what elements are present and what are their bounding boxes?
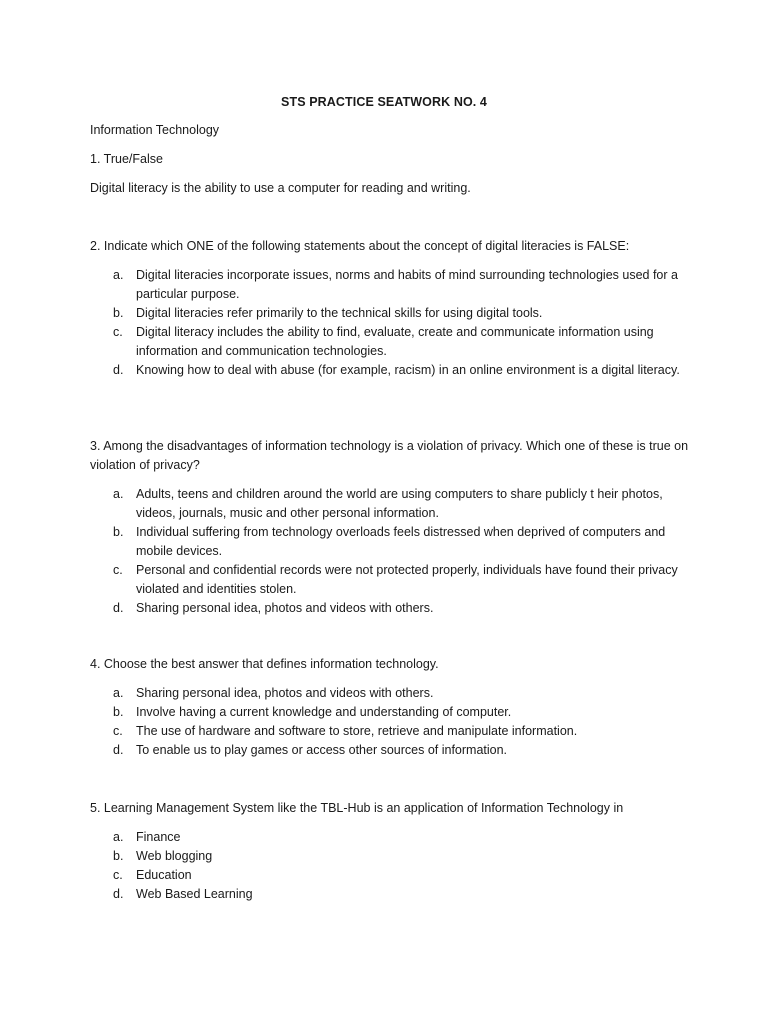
option-item <box>90 561 690 599</box>
option-item <box>90 485 690 523</box>
option-text: Digital literacies refer primarily to the technical skills for using digital tools. <box>136 306 543 320</box>
option-marker: d. <box>113 601 124 615</box>
option-text: Digital literacy includes the ability to find, evaluate, create and communicate information using information and communication technologies. <box>136 325 654 358</box>
question-2-prompt: 2. Indicate which ONE of the following statements about the concept of digital literacies is FALSE: <box>90 239 630 253</box>
document-title: STS PRACTICE SEATWORK NO. 4 <box>281 95 487 109</box>
option-item <box>90 599 690 618</box>
option-text: To enable us to play games or access other sources of information. <box>136 743 508 757</box>
question-4-prompt: 4. Choose the best answer that defines information technology. <box>90 657 439 671</box>
option-marker: a. <box>113 830 124 844</box>
question-3-prompt: 3. Among the disadvantages of information technology is a violation of privacy. Which one of these is true on violation of privacy? <box>90 439 689 472</box>
option-item <box>90 361 690 380</box>
option-marker: b. <box>113 306 124 320</box>
option-text: Adults, teens and children around the world are using computers to share publicly t heir photos, videos, journals, music and other personal information. <box>136 487 663 520</box>
question-5-options <box>90 828 690 904</box>
option-item <box>90 741 690 760</box>
option-marker: c. <box>113 724 123 738</box>
subject-heading: Information Technology <box>90 123 220 137</box>
option-item <box>90 885 690 904</box>
option-marker: b. <box>113 525 124 539</box>
option-text: Web Based Learning <box>136 887 253 901</box>
option-item <box>90 866 690 885</box>
option-text: Finance <box>136 830 181 844</box>
option-marker: b. <box>113 705 124 719</box>
option-item <box>90 304 690 323</box>
option-marker: a. <box>113 487 124 501</box>
question-4-options <box>90 684 690 760</box>
option-text: Digital literacies incorporate issues, norms and habits of mind surrounding technologies used for a particular purpose. <box>136 268 678 301</box>
option-marker: d. <box>113 743 124 757</box>
option-item <box>90 323 690 361</box>
option-text: Education <box>136 868 192 882</box>
question-1-statement: Digital literacy is the ability to use a computer for reading and writing. <box>90 181 471 195</box>
option-marker: d. <box>113 363 124 377</box>
option-marker: a. <box>113 268 124 282</box>
option-marker: c. <box>113 325 123 339</box>
option-item <box>90 828 690 847</box>
option-marker: b. <box>113 849 124 863</box>
option-text: Web blogging <box>136 849 213 863</box>
question-5-prompt: 5. Learning Management System like the TBL-Hub is an application of Information Technology in <box>90 801 624 815</box>
option-text: Knowing how to deal with abuse (for example, racism) in an online environment is a digital literacy. <box>136 363 680 377</box>
option-item <box>90 266 690 304</box>
option-item <box>90 722 690 741</box>
question-2-options <box>90 266 690 380</box>
option-text: Involve having a current knowledge and understanding of computer. <box>136 705 512 719</box>
option-marker: a. <box>113 686 124 700</box>
option-marker: c. <box>113 563 123 577</box>
question-3-options <box>90 485 690 618</box>
option-text: Sharing personal idea, photos and videos with others. <box>136 601 434 615</box>
option-text: Sharing personal idea, photos and videos with others. <box>136 686 434 700</box>
option-item <box>90 523 690 561</box>
question-1-header: 1. True/False <box>90 152 163 166</box>
option-marker: c. <box>113 868 123 882</box>
option-text: Individual suffering from technology overloads feels distressed when deprived of computers and mobile devices. <box>136 525 666 558</box>
option-text: Personal and confidential records were not protected properly, individuals have found their privacy violated and identities stolen. <box>136 563 678 596</box>
option-item <box>90 703 690 722</box>
option-text: The use of hardware and software to store, retrieve and manipulate information. <box>136 724 578 738</box>
option-item <box>90 847 690 866</box>
option-marker: d. <box>113 887 124 901</box>
option-item <box>90 684 690 703</box>
